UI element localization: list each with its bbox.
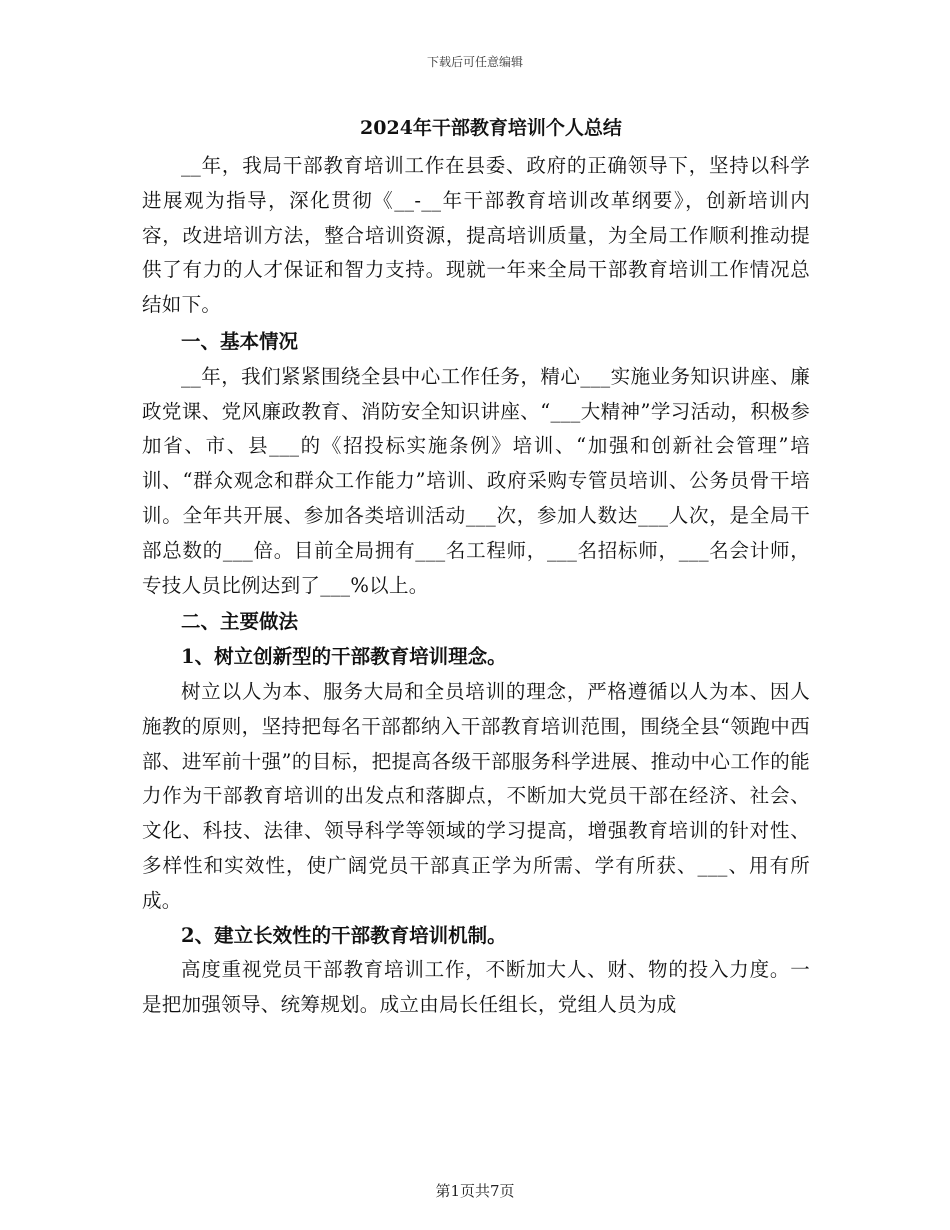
section-heading-main-practices: 二、主要做法 xyxy=(181,610,299,634)
subsection-heading-1: 1、树立创新型的干部教育培训理念。 xyxy=(181,645,507,669)
subsection-1-paragraph: 树立以人为本、服务大局和全员培训的理念，严格遵循以人为本、因人施教的原则，坚持把每名干部都纳入干部教育培训范围，围绕全县“领跑中西部、进军前十强”的目标，把提高各级干部服务科学进展、推动中心工作的能力作为干部教育培训的出发点和落脚点，不断加大党员干部在经济、社会、文化、科技、法律、领导科学等领域的学习提高，增强教育培训的针对性、多样性和实效性，使广阔党员干部真正学为所需、学有所获、___、用有所成。 xyxy=(142,679,810,912)
page-footer-number: 第1页共7页 xyxy=(435,1182,515,1200)
page-header-note: 下载后可任意编辑 xyxy=(426,55,523,69)
section-heading-basic-situation: 一、基本情况 xyxy=(181,329,299,353)
subsection-2-paragraph: 高度重视党员干部教育培训工作，不断加大人、财、物的投入力度。一是把加强领导、统筹规划。成立由局长任组长，党组人员为成 xyxy=(142,958,810,1017)
document-body xyxy=(142,114,810,1023)
intro-paragraph: __年，我局干部教育培训工作在县委、政府的正确领导下，坚持以科学进展观为指导，深化贯彻《__-__年干部教育培训改革纲要》，创新培训内容，改进培训方法，整合培训资源，提高培训质量，为全局工作顺利推动提供了有力的人才保证和智力支持。现就一年来全局干部教育培训工作情况总结如下。 xyxy=(142,154,810,317)
document-title: 2024年干部教育培训个人总结 xyxy=(360,117,622,139)
subsection-heading-2: 2、建立长效性的干部教育培训机制。 xyxy=(181,923,507,947)
basic-situation-paragraph: __年，我们紧紧围绕全县中心工作任务，精心___实施业务知识讲座、廉政党课、党风廉政教育、消防安全知识讲座、“___大精神”学习活动，积极参加省、市、县___的《招投标实施条例》培训、“加强和创新社会管理”培训、“群众观念和群众工作能力”培训、政府采购专管员培训、公务员骨干培训。全年共开展、参加各类培训活动___次，参加人数达___人次，是全局干部总数的___倍。目前全局拥有___名工程师，___名招标师，___名会计师，专技人员比例达到了___%以上。 xyxy=(142,364,810,597)
